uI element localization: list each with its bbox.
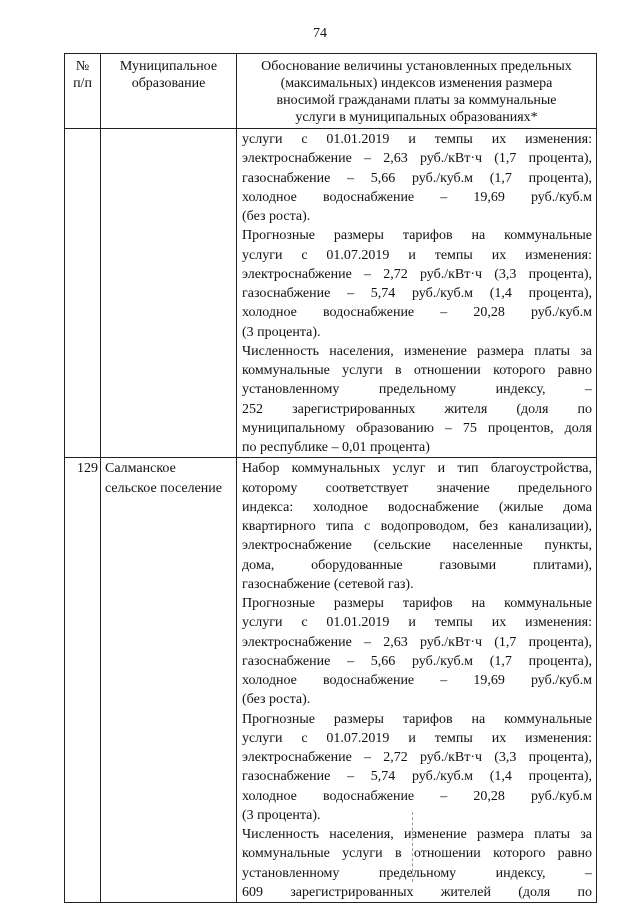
text-line: Численность населения, изменение размера платы за (242, 827, 592, 842)
text-line: (3 процента). (242, 324, 321, 340)
justification-paragraph (242, 710, 592, 826)
text-line: услуги с 01.01.2019 и темпы их изменения: (242, 615, 592, 631)
header-justification (237, 54, 597, 129)
text-line: 609 зарегистрированных жителей (доля по (242, 884, 592, 900)
header-municipality-line: образование (131, 76, 206, 91)
text-line: холодное водоснабжение – 20,28 руб./куб.м (242, 305, 592, 321)
text-line: услуги с 01.07.2019 и темпы их изменения: (242, 247, 592, 263)
text-line: электроснабжение – 2,63 руб./кВт·ч (1,7 процента), (242, 634, 592, 650)
text-line: по республике – 0,01 процента) (242, 440, 430, 455)
text-line: услуги с 01.07.2019 и темпы их изменения: (242, 730, 592, 746)
text-line: холодное водоснабжение – 19,69 руб./куб.м (242, 673, 592, 688)
text-line: (3 процента). (242, 807, 321, 823)
row-number (65, 129, 101, 458)
header-justification-line: услуги в муниципальных образованиях* (295, 110, 538, 125)
justification-paragraph (242, 825, 592, 902)
text-line: холодное водоснабжение – 20,28 руб./куб.м (242, 788, 592, 804)
text-line: индекса: холодное водоснабжение (жилые дома (242, 499, 592, 515)
text-line: коммунальные услуги в отношении которого равно (242, 363, 592, 378)
row-number: 129 (65, 458, 101, 903)
text-line: холодное водоснабжение – 19,69 руб./куб.м (242, 189, 592, 205)
table-header-row (65, 54, 597, 129)
text-line: газоснабжение (сетевой газ). (242, 576, 414, 592)
text-line: установленному предельному индексу, – (242, 382, 592, 398)
justification-paragraph (242, 342, 592, 458)
text-line: газоснабжение – 5,74 руб./куб.м (1,4 процента), (242, 769, 592, 785)
justification-paragraph (242, 226, 592, 342)
text-line: установленному предельному индексу, – (242, 865, 592, 881)
page-number: 74 (313, 26, 327, 41)
municipality-name-line: Салманское (105, 461, 176, 477)
header-municipality-line: Муниципальное (119, 59, 218, 74)
scan-artifact-line (412, 812, 414, 882)
text-line: газоснабжение – 5,66 руб./куб.м (1,7 процента), (242, 653, 592, 669)
header-num-line: № (75, 59, 90, 74)
justification-cell (237, 129, 597, 458)
text-line: газоснабжение – 5,66 руб./куб.м (1,7 процента), (242, 170, 592, 186)
text-line: Набор коммунальных услуг и тип благоустройства, (242, 461, 592, 477)
municipality-cell (101, 129, 237, 458)
text-line: (без роста). (242, 692, 311, 708)
text-line: газоснабжение – 5,74 руб./куб.м (1,4 процента), (242, 286, 592, 301)
text-line: Численность населения, изменение размера платы за (242, 343, 592, 359)
justification-paragraph (242, 459, 592, 594)
text-line: которому соответствует значение предельного (242, 480, 592, 496)
text-line: Прогнозные размеры тарифов на коммунальные (242, 228, 592, 244)
text-line: Прогнозные размеры тарифов на коммунальные (242, 596, 592, 611)
header-municipality (101, 54, 237, 129)
text-line: услуги с 01.01.2019 и темпы их изменения: (242, 132, 592, 147)
header-num-line: п/п (73, 76, 92, 91)
justification-cell (237, 458, 597, 903)
text-line: электроснабжение – 2,72 руб./кВт·ч (3,3 процента), (242, 266, 592, 282)
header-justification-line: вносимой гражданами платы за коммунальные (276, 93, 557, 108)
header-justification-line: (максимальных) индексов изменения размера (280, 76, 553, 91)
table-row (65, 129, 597, 458)
header-justification-line: Обоснование величины установленных предельных (261, 59, 572, 74)
header-num (65, 54, 101, 129)
text-line: электроснабжение – 2,63 руб./кВт·ч (1,7 процента), (242, 151, 592, 167)
justification-paragraph (242, 594, 592, 710)
text-line: 252 зарегистрированных жителя (доля по (242, 401, 592, 417)
text-line: электроснабжение (сельские населенные пункты, (242, 538, 592, 554)
municipality-cell (101, 458, 237, 903)
text-line: электроснабжение – 2,72 руб./кВт·ч (3,3 процента), (242, 750, 592, 765)
text-line: дома, оборудованные газовыми плитами), (242, 557, 592, 573)
text-line: (без роста). (242, 209, 311, 224)
text-line: коммунальные услуги в отношении которого равно (242, 846, 592, 862)
municipality-name-line: сельское поселение (105, 480, 222, 496)
justification-paragraph (242, 130, 592, 226)
text-line: квартирного типа с водопроводом, без канализации), (242, 519, 592, 534)
tariff-table (64, 53, 597, 903)
text-line: муниципальному образованию – 75 процентов, доля (242, 420, 592, 436)
text-line: Прогнозные размеры тарифов на коммунальные (242, 711, 592, 727)
table-row (65, 458, 597, 903)
